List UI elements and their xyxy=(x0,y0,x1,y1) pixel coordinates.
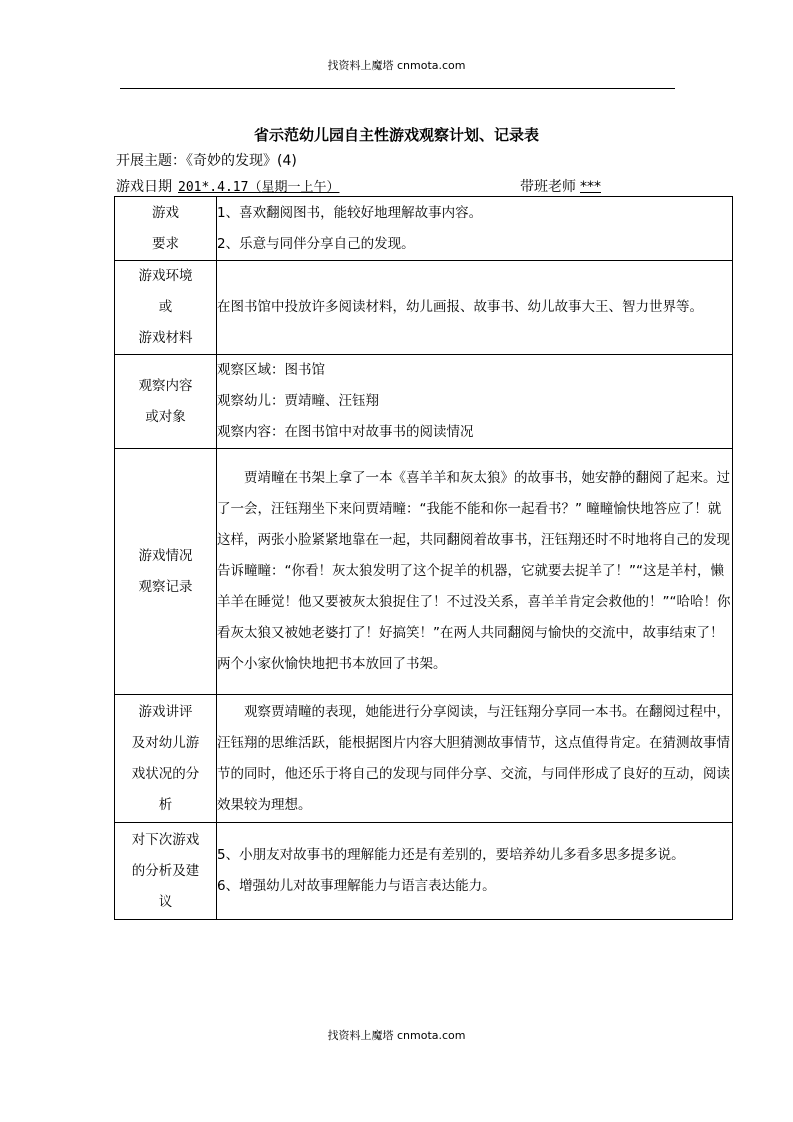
label-observation-target xyxy=(115,355,217,449)
label-evaluation xyxy=(115,695,217,823)
observation-line: 观察内容：在图书馆中对故事书的阅读情况 xyxy=(217,424,474,440)
suggestion-item: 6、增强幼儿对故事理解能力与语言表达能力。 xyxy=(217,878,496,894)
label-line: 及对幼儿游 xyxy=(131,734,200,751)
header-divider xyxy=(120,88,675,89)
row-observation-target xyxy=(115,355,733,449)
page-header: 找资料上魔塔 cnmota.com xyxy=(327,59,466,72)
label-line: 戏状况的分 xyxy=(131,765,200,782)
label-line: 或对象 xyxy=(145,408,186,425)
content-observation-target xyxy=(217,355,733,449)
teacher-label: 带班老师 xyxy=(520,179,576,195)
label-line: 对下次游戏 xyxy=(131,831,200,848)
label-line: 议 xyxy=(158,893,173,910)
date-label: 游戏日期 xyxy=(116,179,172,195)
date-value: 201*.4.17（星期一上午） xyxy=(178,180,340,195)
row-evaluation xyxy=(115,695,733,823)
requirement-item: 2、乐意与同伴分享自己的发现。 xyxy=(217,235,415,252)
label-materials xyxy=(115,261,217,355)
label-line: 观察记录 xyxy=(138,578,193,595)
requirement-item: 1、喜欢翻阅图书，能较好地理解故事内容。 xyxy=(217,204,483,221)
row-materials xyxy=(115,261,733,355)
label-line: 游戏 xyxy=(152,204,179,221)
suggestion-item: 5、小朋友对故事书的理解能力还是有差别的，要培养幼儿多看多思多提多说。 xyxy=(217,847,685,863)
observation-line: 观察幼儿：贾靖疃、汪钰翔 xyxy=(217,393,379,409)
content-requirements xyxy=(217,197,733,261)
record-text: 贾靖疃在书架上拿了一本《喜羊羊和灰太狼》的故事书，她安静的翻阅了起来。过了一会，汪钰翔坐下来问贾靖疃：“我能不能和你一起看书？” 疃疃愉快地答应了！就这样，两张小脸紧紧地靠在一起，共同翻阅着故事书，汪钰翔还时不时地将自己的发现告诉疃疃：“你看！灰太狼发明了这个捉羊的机器，它就要去捉羊了！”“这是羊村，懒羊羊在睡觉！他又要被灰太狼捉住了！不过没关系，喜羊羊肯定会救他的！”“哈哈！你看灰太狼又被她老婆打了！好搞笑！”在两人共同翻阅与愉快的交流中，故事结束了！两个小家伙愉快地把书本放回了书架。 xyxy=(217,470,731,672)
page-footer: 找资料上魔塔 cnmota.com xyxy=(327,1029,466,1042)
content-next-plan xyxy=(217,823,733,920)
label-line: 游戏环境 xyxy=(138,268,193,284)
label-line: 游戏讲评 xyxy=(138,703,193,720)
label-line: 的分析及建 xyxy=(131,862,200,879)
label-line: 观察内容 xyxy=(138,377,193,394)
row-requirements xyxy=(115,197,733,261)
evaluation-text: 观察贾靖疃的表现，她能进行分享阅读，与汪钰翔分享同一本书。在翻阅过程中，汪钰翔的思维活跃，能根据图片内容大胆猜测故事情节，这点值得肯定。在猜测故事情节的同时，他还乐于将自己的发现与同伴分享、交流，与同伴形成了良好的互动，阅读效果较为理想。 xyxy=(217,703,730,813)
label-line: 游戏材料 xyxy=(138,330,193,346)
row-record xyxy=(115,449,733,695)
label-next-plan xyxy=(115,823,217,920)
content-materials xyxy=(217,261,733,355)
label-requirements xyxy=(115,197,217,261)
teacher-value: *** xyxy=(580,179,601,195)
label-record xyxy=(115,449,217,695)
label-line: 析 xyxy=(158,796,173,813)
content-record xyxy=(217,449,733,695)
label-line: 或 xyxy=(158,299,173,315)
observation-table xyxy=(114,196,733,920)
observation-line: 观察区域：图书馆 xyxy=(217,362,325,378)
row-next-plan xyxy=(115,823,733,920)
theme-line: 开展主题：《奇妙的发现》(4) xyxy=(116,153,297,169)
content-evaluation xyxy=(217,695,733,823)
date-line xyxy=(116,176,736,196)
label-line: 游戏情况 xyxy=(138,547,193,564)
teacher-field xyxy=(520,176,601,196)
label-line: 要求 xyxy=(152,235,179,252)
document-title: 省示范幼儿园自主性游戏观察计划、记录表 xyxy=(253,126,539,144)
materials-text: 在图书馆中投放许多阅读材料，幼儿画报、故事书、幼儿故事大王、智力世界等。 xyxy=(217,299,703,315)
